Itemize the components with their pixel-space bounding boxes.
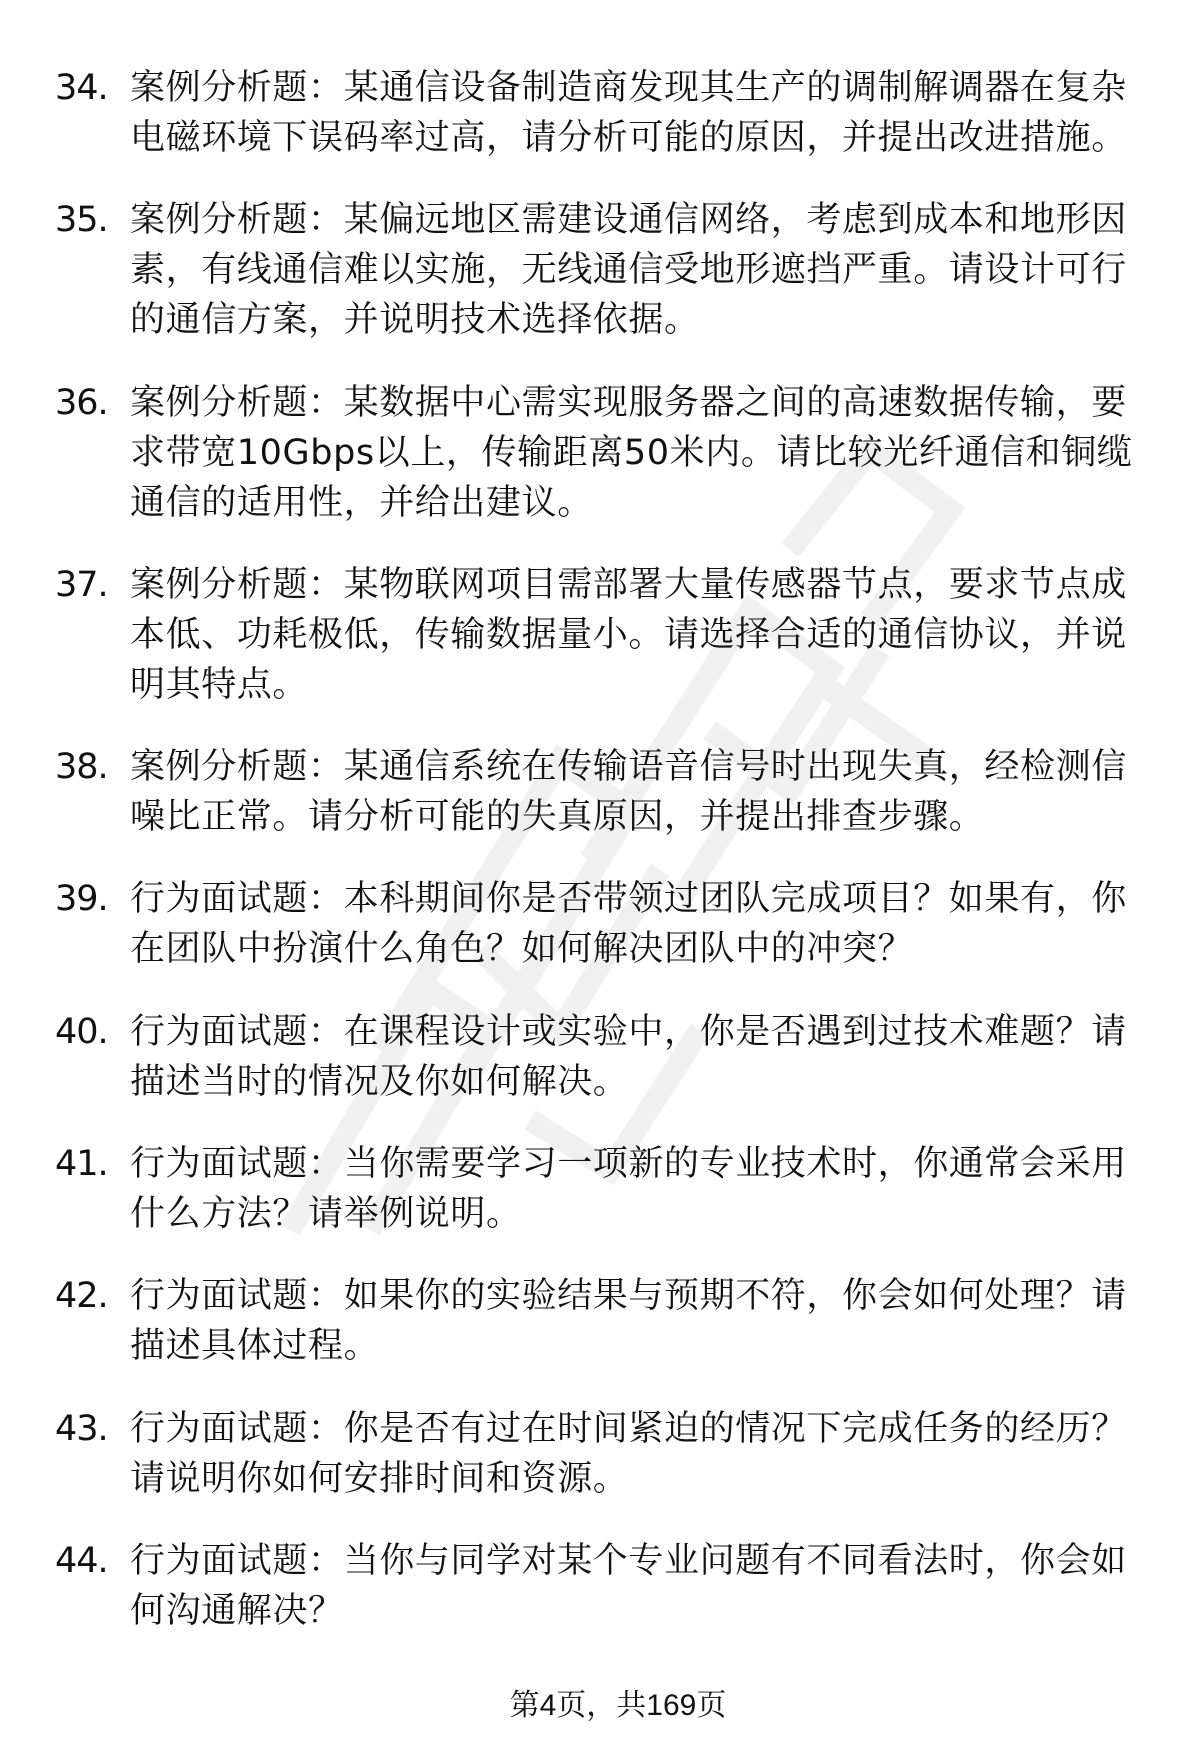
question-number: 41.	[55, 1144, 108, 1185]
question-number: 34.	[55, 68, 108, 108]
question-number: 44.	[55, 1540, 108, 1581]
question-number: 40.	[55, 1011, 108, 1052]
question-item-34	[0, 63, 1200, 163]
question-item-37	[0, 560, 1200, 710]
question-item-44	[0, 1536, 1200, 1636]
question-number: 38.	[55, 747, 108, 788]
question-item-42	[0, 1271, 1200, 1371]
question-text: 案例分析题：某通信系统在传输语音信号时出现失真，经检测信噪比正常。请分析可能的失真原因，并提出排查步骤。	[130, 747, 1127, 838]
question-number: 37.	[55, 564, 108, 605]
question-text: 行为面试题：当你需要学习一项新的专业技术时，你通常会采用什么方法？请举例说明。	[130, 1144, 1127, 1235]
question-number: 35.	[55, 200, 108, 241]
question-item-43	[0, 1404, 1200, 1504]
question-text: 案例分析题：某偏远地区需建设通信网络，考虑到成本和地形因素，有线通信难以实施，无线通信受地形遮挡严重。请设计可行的通信方案，并说明技术选择依据。	[130, 200, 1127, 341]
question-text: 行为面试题：如果你的实验结果与预期不符，你会如何处理？请描述具体过程。	[130, 1276, 1127, 1367]
question-number: 43.	[55, 1408, 108, 1449]
question-text: 行为面试题：当你与同学对某个专业问题有不同看法时，你会如何沟通解决？	[130, 1540, 1127, 1631]
question-list	[0, 63, 1200, 1668]
question-number: 36.	[55, 382, 108, 423]
question-item-36	[0, 378, 1200, 528]
question-text: 行为面试题：你是否有过在时间紧迫的情况下完成任务的经历？请说明你如何安排时间和资源。	[130, 1408, 1127, 1499]
question-item-39	[0, 874, 1200, 974]
question-text: 案例分析题：某数据中心需实现服务器之间的高速数据传输，要求带宽10Gbps以上，传输距离50米内。请比较光纤通信和铜缆通信的适用性，并给出建议。	[130, 382, 1133, 523]
question-text: 案例分析题：某通信设备制造商发现其生产的调制解调器在复杂电磁环境下误码率过高，请分析可能的原因，并提出改进措施。	[130, 68, 1127, 158]
question-text: 行为面试题：在课程设计或实验中，你是否遇到过技术难题？请描述当时的情况及你如何解决。	[130, 1011, 1127, 1102]
question-item-35	[0, 195, 1200, 345]
question-item-38	[0, 742, 1200, 842]
question-number: 39.	[55, 879, 108, 920]
question-item-41	[0, 1139, 1200, 1239]
page-indicator: 第4页，共169页	[509, 1689, 727, 1722]
question-text: 行为面试题：本科期间你是否带领过团队完成项目？如果有，你在团队中扮演什么角色？如何解决团队中的冲突？	[130, 879, 1127, 970]
question-number: 42.	[55, 1276, 108, 1317]
question-item-40	[0, 1007, 1200, 1107]
question-text: 案例分析题：某物联网项目需部署大量传感器节点，要求节点成本低、功耗极低，传输数据量小。请选择合适的通信协议，并说明其特点。	[130, 564, 1127, 705]
